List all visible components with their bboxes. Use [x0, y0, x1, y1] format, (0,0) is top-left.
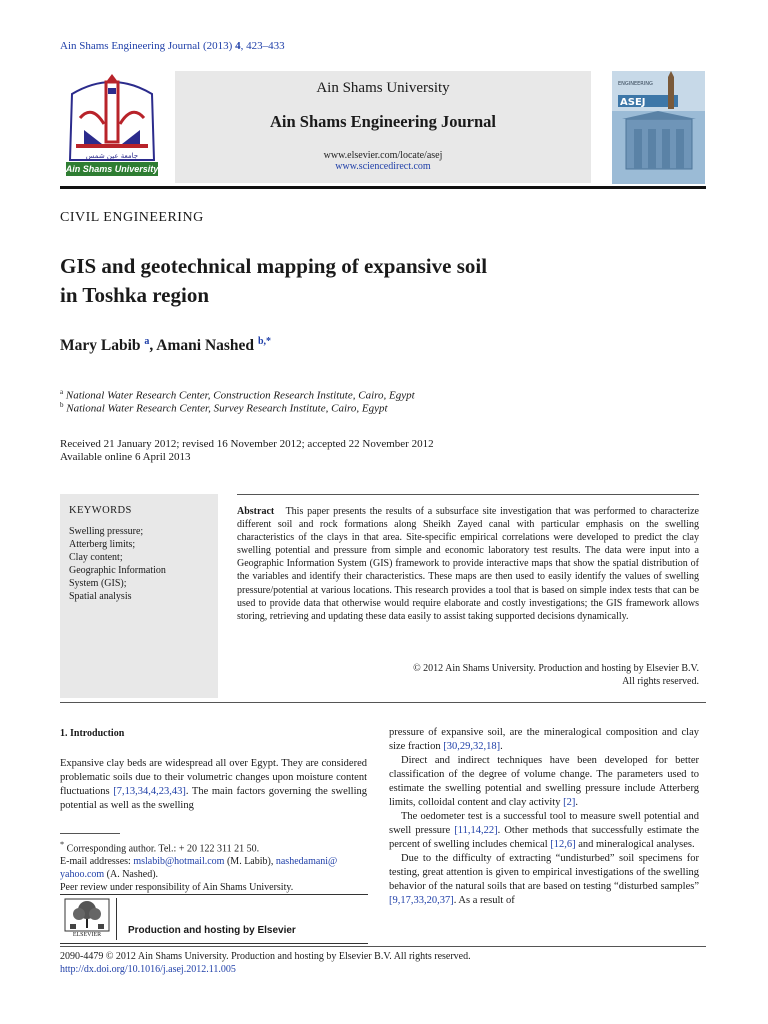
left-column-text: Expansive clay beds are widespread all over Egypt. They are considered problematic soils due to their volumetric changes upon moisture content fluctuations [7,13,34,4,23,43]. The main factors governing the swelling potential as well as the swelling: [60, 758, 367, 811]
doi-link[interactable]: http://dx.doi.org/10.1016/j.asej.2012.11.005: [60, 964, 236, 975]
section-label: CIVIL ENGINEERING: [60, 210, 204, 225]
header-rule: [60, 186, 706, 189]
journal-reference[interactable]: Ain Shams Engineering Journal (2013) 4, 423–433: [60, 40, 285, 52]
elsevier-url[interactable]: www.elsevier.com/locate/asej: [323, 150, 443, 161]
sciencedirect-url[interactable]: www.sciencedirect.com: [335, 161, 431, 172]
university-name: Ain Shams University: [316, 80, 450, 96]
article-title: GIS and geotechnical mapping of expansive soil in Toshka region: [60, 254, 488, 307]
email-note: E-mail addresses: mslabib@hotmail.com (M. Labib), nashedamani@ yahoo.com (A. Nashed).: [60, 856, 338, 881]
issn-line: 2090-4479 © 2012 Ain Shams University. Production and hosting by Elsevier B.V. All rights reserved.: [60, 951, 471, 962]
production-text: Production and hosting by Elsevier: [128, 925, 296, 936]
abstract-text: This paper presents the results of a subsurface site investigation that was performed to characterize different soil and rock formations along Sheikh Zayed canal with particular emphasis on the swelling characteristics of the clays in that area. Site-specific empirical correlations were developed to predict the clay swelling potential and pressure from simple and economic laboratory test results. The data were input into a Geographic Information System (GIS) framework to provide interactive maps that show the spatial distribution of the variables and identify their characteristics. These maps are then used to easily identify the values of swelling pressure/potential at various locations. This research provides a tool that is based on simple index tests that can be used to provide data that otherwise would require elaborate and costly investigations; the GIS framework allows storing, retrieving and updating these data easily to assist taking supported decisions dynamically.: [237, 506, 699, 622]
citation-link[interactable]: [30,29,32,18]: [443, 741, 501, 752]
email-link-2-cont[interactable]: yahoo.com: [60, 869, 105, 881]
journal-name: Ain Shams Engineering Journal: [269, 112, 496, 131]
citation-link[interactable]: [2]: [563, 797, 576, 808]
cover-top-text: ENGINEERING: [618, 81, 653, 87]
citation-link[interactable]: [11,14,22]: [454, 825, 498, 836]
abstract-copyright: © 2012 Ain Shams University. Production and hosting by Elsevier B.V. All rights reserved.: [413, 663, 699, 687]
banner-divider: [116, 898, 117, 940]
cover-title-text: ASEJ: [620, 97, 646, 108]
paragraph: Due to the difficulty of extracting “undisturbed” soil specimens for testing, great attention is given to empirical investigations of the swelling behavior of the natural soils that are based on testing “disturbed samples” [9,17,33,20,37]. As a result of: [389, 853, 699, 906]
keyword-item: System (GIS);: [69, 578, 127, 589]
corresponding-author-note: * Corresponding author. Tel.: + 20 122 311 21 50.: [60, 840, 260, 855]
affiliation-a: $^a$ National Water Research Center, Construction Research Institute, Cairo, Egypt: [60, 388, 415, 402]
abstract: [237, 505, 699, 623]
keyword-item: Atterberg limits;: [69, 539, 136, 550]
citation-link[interactable]: [9,17,33,20,37]: [389, 895, 454, 906]
svg-text:جامعة عين شمس: جامعة عين شمس: [85, 152, 139, 160]
author-1: Mary Labib: [60, 337, 145, 355]
logo-caption: Ain Shams University: [65, 164, 159, 174]
affiliation-b: $^b$ National Water Research Center, Survey Research Institute, Cairo, Egypt: [60, 401, 388, 415]
author-list: [60, 336, 271, 355]
keyword-item: Geographic Information: [69, 565, 166, 576]
online-date: Available online 6 April 2013: [60, 451, 191, 463]
keywords-title: KEYWORDS: [69, 505, 132, 516]
paragraph: The oedometer test is a successful tool to measure swell potential and swell pressure [11,14,22]. Other methods that successfully estimate the percent of swelling includes chemical [12,6] and mineralogical analyses.: [389, 811, 699, 850]
email-link-2[interactable]: nashedamani@: [275, 856, 338, 868]
author-2: , Amani Nashed: [149, 337, 258, 355]
email-link-1[interactable]: mslabib@hotmail.com: [133, 856, 225, 868]
journal-cover-image: [612, 71, 705, 184]
citation-link[interactable]: [7,13,34,4,23,43]: [113, 786, 186, 797]
peer-review-note: Peer review under responsibility of Ain Shams University.: [60, 882, 294, 894]
abstract-top-rule: [237, 494, 699, 495]
right-column-text: [389, 726, 699, 908]
footnote-rule: [60, 833, 120, 834]
keyword-item: Swelling pressure;: [69, 526, 144, 537]
received-dates: Received 21 January 2012; revised 16 November 2012; accepted 22 November 2012: [60, 438, 434, 450]
paragraph: Direct and indirect techniques have been developed for better classification of the degree of volume change. The parameters used to estimate the swelling potential and swelling pressure include Atterberg limits, colloidal content and clay activity [2].: [389, 755, 699, 808]
author-2-affiliation-link[interactable]: b,*: [257, 336, 271, 347]
elsevier-wordmark: ELSEVIER: [72, 932, 102, 938]
footnotes: [60, 838, 370, 894]
abstract-bottom-rule: [60, 702, 706, 703]
footer-rule: [60, 946, 706, 947]
abstract-label: Abstract: [237, 506, 275, 517]
author-1-affiliation-link[interactable]: a: [144, 336, 150, 347]
keyword-item: Spatial analysis: [69, 591, 132, 602]
keywords-list: [69, 525, 214, 603]
introduction-heading: 1. Introduction: [60, 728, 125, 739]
keyword-item: Clay content;: [69, 552, 123, 563]
paragraph: pressure of expansive soil, are the mineralogical composition and clay size fraction [30,29,32,18].: [389, 727, 699, 752]
citation-link[interactable]: [12,6]: [550, 839, 576, 850]
